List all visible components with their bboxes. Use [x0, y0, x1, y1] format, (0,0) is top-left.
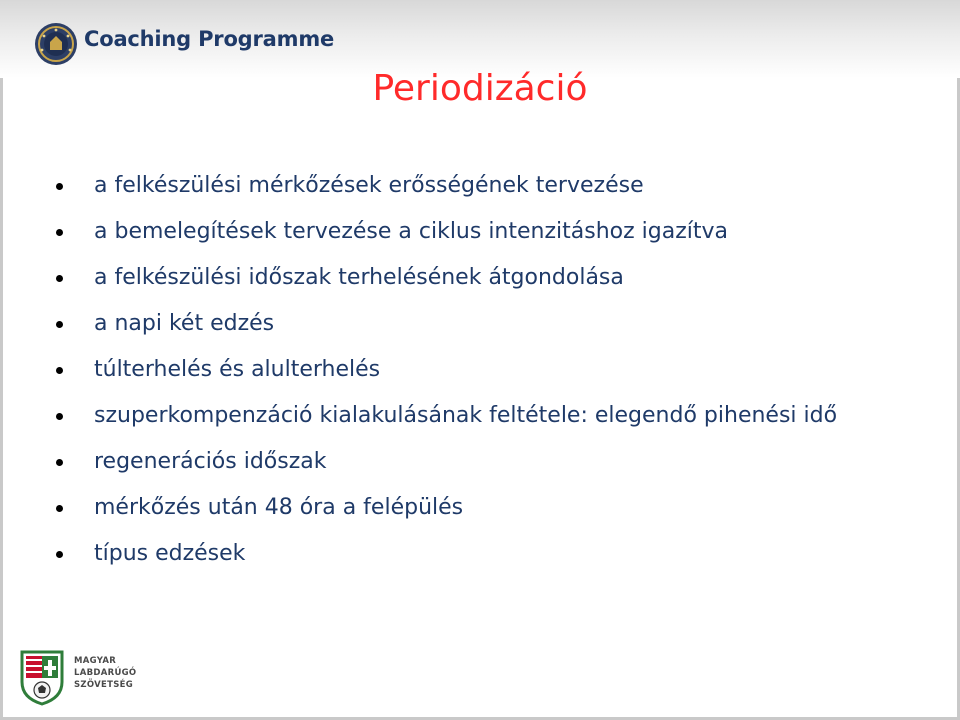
mlsz-line-2: LABDARÚGÓ	[74, 668, 137, 678]
bullet-dot-icon	[56, 459, 63, 466]
bullet-dot-icon	[56, 183, 63, 190]
bullet-dot-icon	[56, 321, 63, 328]
bullet-text: túlterhelés és alulterhelés	[94, 357, 381, 382]
bullet-dot-icon	[56, 551, 63, 558]
mlsz-line-3: SZÖVETSÉG	[74, 680, 134, 690]
bullet-text: típus edzések	[94, 541, 246, 566]
bullet-text: mérkőzés után 48 óra a felépülés	[94, 495, 464, 520]
mlsz-crest-icon	[18, 648, 66, 706]
bullet-list	[56, 172, 936, 586]
bullet-text: a felkészülési időszak terhelésének átgondolása	[94, 265, 624, 290]
header-band	[0, 0, 960, 78]
bullet-item	[56, 172, 936, 200]
bullet-text: a napi két edzés	[94, 311, 275, 336]
bullet-item	[56, 540, 936, 568]
slide-title-text: Periodizáció	[372, 68, 588, 109]
bullet-text: a bemelegítések tervezése a ciklus intenzitáshoz igazítva	[94, 219, 729, 244]
bullet-dot-icon	[56, 229, 63, 236]
mlsz-name	[74, 655, 136, 691]
bullet-item	[56, 264, 936, 292]
bullet-text: a felkészülési mérkőzések erősségének tervezése	[94, 173, 644, 198]
uefa-logo-icon	[34, 22, 78, 66]
bullet-text: szuperkompenzáció kialakulásának feltétele: elegendő pihenési idő	[94, 403, 838, 428]
bullet-dot-icon	[56, 413, 63, 420]
bullet-item	[56, 218, 936, 246]
bullet-dot-icon	[56, 367, 63, 374]
bullet-item	[56, 310, 936, 338]
bullet-item	[56, 494, 936, 522]
bullet-item	[56, 356, 936, 384]
bullet-item	[56, 402, 936, 430]
bullet-text: regenerációs időszak	[94, 449, 327, 474]
bullet-item	[56, 448, 936, 476]
mlsz-line-1: MAGYAR	[74, 656, 117, 666]
bullet-dot-icon	[56, 275, 63, 282]
slide-title	[0, 68, 960, 109]
brand-title: Coaching Programme	[84, 27, 335, 51]
bullet-dot-icon	[56, 505, 63, 512]
